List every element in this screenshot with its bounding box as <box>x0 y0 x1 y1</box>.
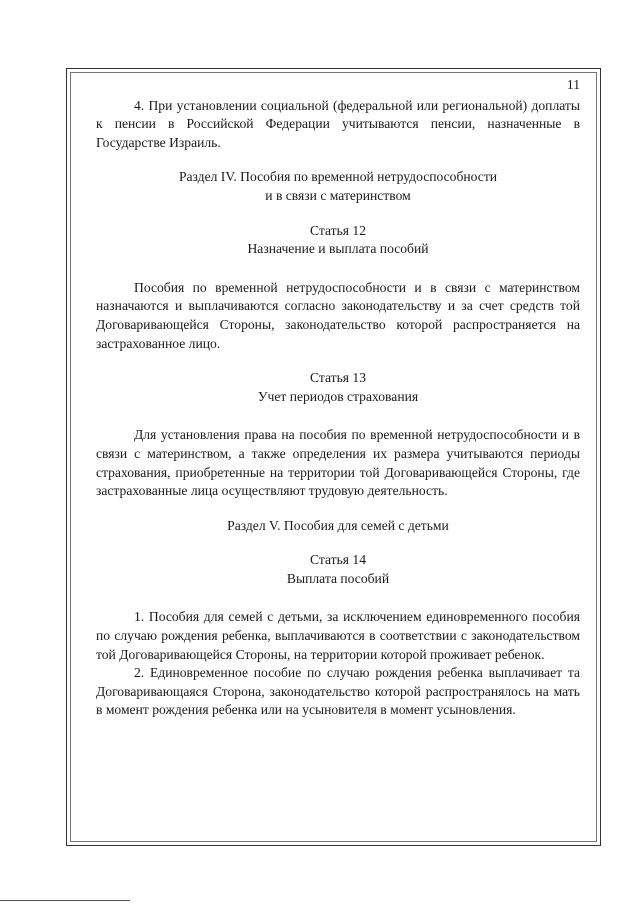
document-body <box>96 76 580 720</box>
article-14-title: Выплата пособий <box>286 570 390 586</box>
article-12-paragraph: Пособия по временной нетрудоспособности и в связи с материнством назначаются и выплачиваются согласно законодательству и за счет средств той Договаривающейся Стороны, законодательство которой распространяется на застрахованное лицо. <box>96 279 580 351</box>
page-number: 11 <box>566 77 580 92</box>
section-5-heading: Раздел V. Пособия для семей с детьми <box>227 517 449 533</box>
footer-rule <box>0 900 130 901</box>
article-14-paragraph-1: 1. Пособия для семей с детьми, за исключением единовременного пособия по случаю рождения ребенка, выплачиваются в соответствии с законодательством той Договаривающейся Стороны, на территории которой проживает ребенок. <box>96 609 580 662</box>
article-12-number: Статья 12 <box>309 222 367 238</box>
article-14-number: Статья 14 <box>309 552 367 568</box>
section-4-heading-line-1: Раздел IV. Пособия по временной нетрудоспособности <box>178 169 498 185</box>
article-13-paragraph: Для установления права на пособия по временной нетрудоспособности и в связи с материнством, а также определения их размера учитываются периоды страхования, приобретенные на территории той Договаривающейся Стороны, где застрахованные лица осуществляют трудовую деятельность. <box>96 427 580 499</box>
section-4-heading-line-2: и в связи с материнством <box>265 187 411 203</box>
article-14-paragraph-2: 2. Единовременное пособие по случаю рождения ребенка выплачивает та Договаривающаяся Сторона, законодательство которой распространялось на мать в момент рождения ребенка или на усыновителя в момент усыновления. <box>96 665 580 718</box>
article-12-title: Назначение и выплата пособий <box>247 241 429 257</box>
article-13-number: Статья 13 <box>309 370 367 386</box>
paragraph-item-4: 4. При установлении социальной (федеральной или региональной) доплаты к пенсии в Российской Федерации учитываются пенсии, назначенные в Государстве Израиль. <box>96 97 580 150</box>
article-13-title: Учет периодов страхования <box>257 388 419 404</box>
